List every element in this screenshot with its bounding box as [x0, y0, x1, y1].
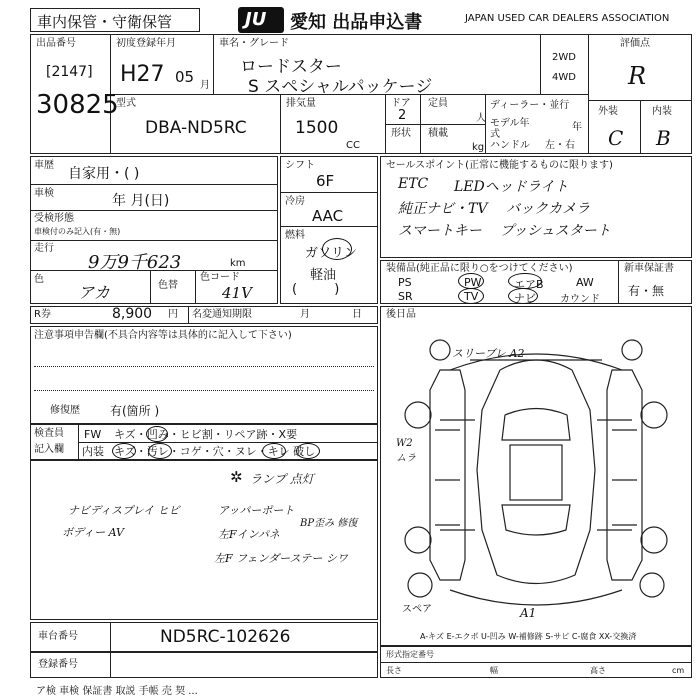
registration-month: 05: [175, 68, 195, 86]
note-upper-port: アッパーポート: [218, 504, 295, 517]
transfer-label: 名変通知期限: [192, 309, 252, 320]
color-change-label: 色替: [158, 280, 178, 291]
document-checklist: ア検 車検 保証書 取説 手帳 売 契 ...: [36, 686, 198, 697]
storage-badge: [30, 8, 200, 32]
aircon-value: AAC: [312, 207, 344, 225]
diagram-note-side: W2 ムラ: [396, 438, 416, 464]
interior-check-label: 内装: [82, 445, 104, 458]
equipment-label: 装備品(純正品に限り○をつけてください): [386, 263, 573, 274]
capacity-label: 定員: [428, 98, 448, 109]
in-circle-dirt: [148, 443, 172, 459]
person-unit: 人: [476, 113, 486, 124]
form-title: 愛知 出品申込書: [290, 12, 423, 33]
diagram-note-spare: スペア: [402, 604, 432, 615]
fuel-light-oil: 軽油: [310, 268, 337, 283]
drive-2wd: 2WD: [552, 52, 576, 63]
new-warranty-value: 有・無: [628, 284, 665, 298]
doors-label: ドア: [391, 98, 411, 109]
equip-pw: PW: [464, 276, 482, 289]
receive-sub: 車検付のみ記入(有・無): [34, 227, 121, 236]
usage-value: 自家用・( ): [68, 166, 140, 182]
model-grade: S スペシャルパッケージ: [248, 77, 433, 97]
fuel-label: 燃料: [285, 230, 305, 241]
kg-unit: kg: [472, 142, 485, 153]
size-length: 長さ: [386, 666, 402, 675]
lot-code: [2147]: [46, 64, 93, 80]
doors-value: 2: [398, 108, 407, 123]
equip-airbag: エアB: [514, 278, 544, 291]
registration-label: 初度登録年月: [116, 38, 176, 49]
mileage-label: 走行: [34, 243, 54, 254]
inspection-label: 車検: [34, 188, 54, 199]
sales-point-1: ETC: [398, 176, 429, 192]
size-cm: cm: [672, 666, 685, 675]
displacement-value: 1500: [295, 118, 339, 138]
equip-ps: PS: [398, 276, 412, 289]
color-label: 色: [34, 274, 44, 285]
receive-label: 受検形態: [34, 213, 74, 224]
equip-tv: TV: [464, 290, 479, 303]
shift-value: 6F: [316, 172, 335, 190]
interior-label: 内装: [652, 106, 672, 117]
aircon-label: 冷房: [285, 196, 305, 207]
recycle-yen: 円: [168, 309, 178, 320]
recycle-amount: 8,900: [112, 306, 153, 322]
sales-point-3: 純正ナビ・TV: [398, 201, 488, 217]
sales-points-label: セールスポイント(正常に機能するものに限ります): [386, 160, 613, 171]
handle-label: ハンドル: [490, 140, 530, 151]
transfer-day: 日: [352, 309, 362, 320]
color-code-label: 色コード: [200, 272, 240, 283]
fuel-gasoline: ガソリン: [305, 246, 358, 261]
type-label: 型式: [116, 98, 136, 109]
repair-label: 修復歴: [50, 405, 80, 416]
note-fender: 左F フェンダーステー シワ: [214, 552, 348, 565]
equip-count: カウンド: [560, 294, 600, 305]
diagram-label: 後日品: [386, 309, 416, 320]
new-warranty-label: 新車保証書: [624, 263, 674, 274]
shape-label: 形状: [391, 128, 411, 139]
usage-label: 車歴: [34, 160, 54, 171]
car-diagram: [380, 330, 692, 630]
diagram-note-top: スリーブレ A2: [452, 347, 525, 360]
note-navi-display: ナビディスプレイ ヒビ: [68, 504, 180, 517]
diagram-note-rear: A1: [520, 606, 537, 620]
equip-navi: ナビ: [514, 292, 536, 305]
grade-score: R: [628, 62, 647, 90]
fw-items: キズ・凹み・ヒビ割・リペア跡・X要: [114, 428, 298, 441]
notes-block: [30, 460, 378, 620]
repair-value: 有(箇所 ): [110, 404, 160, 418]
inspector-label-1: 検査員: [34, 428, 64, 439]
color-value: アカ: [78, 283, 110, 302]
handle-options: 左・右: [545, 140, 575, 151]
equip-tv-circle: [458, 288, 484, 304]
size-width: 幅: [490, 666, 498, 675]
exterior-label: 外装: [598, 106, 618, 117]
shift-label: シフト: [285, 160, 315, 171]
in-circle-cut: [296, 443, 320, 459]
mileage-value: 9万9千623: [88, 252, 182, 273]
interior-check-items: キズ・汚レ・コゲ・穴・ヌレ・キレ 破し: [114, 445, 316, 458]
inspection-value: 年 月(日): [112, 193, 170, 209]
note-body: ボディー AV: [62, 526, 124, 539]
lot-label: 出品番号: [36, 38, 76, 49]
registration-year: H27: [120, 62, 165, 87]
model-label: 車名・グレード: [219, 38, 289, 49]
type-value: DBA-ND5RC: [145, 118, 247, 138]
registration-number-block: [30, 652, 378, 678]
note-instrument-panel: 左Fインパネ: [218, 528, 280, 541]
chassis-value: ND5RC-102626: [160, 627, 291, 647]
model-year-label: モデル年式: [490, 118, 530, 140]
storage-badge-text: 車内保管・守衛保管: [37, 13, 173, 31]
in-circle-wet: [262, 443, 286, 459]
note-bp-dent: BP歪み 修復: [300, 518, 358, 529]
recycle-label: R券: [34, 309, 51, 320]
size-label: 形式指定番号: [386, 650, 434, 659]
displacement-label: 排気量: [286, 98, 316, 109]
exterior-grade: C: [608, 126, 624, 150]
remarks-label: 注意事項申告欄(不具合内容等は具体的に記入して下さい): [34, 330, 292, 341]
dealer-label: ディーラー・並行: [490, 100, 570, 111]
diagram-legend: A-キズ E-エクボ U-凹み W-補修跡 S-サビ C-腐食 XX-交換済: [420, 632, 637, 641]
cc-unit: CC: [346, 140, 360, 151]
grade-label: 評価点: [620, 38, 650, 49]
fuel-gasoline-circle: [322, 238, 352, 260]
drive-4wd: 4WD: [552, 72, 576, 83]
sales-point-2: LEDヘッドライト: [454, 179, 569, 195]
in-circle-scratch: [112, 443, 136, 459]
note-lamp: ランプ 点灯: [250, 472, 314, 486]
km-unit: km: [230, 258, 246, 269]
equip-airbag-circle: [508, 273, 542, 289]
fuel-paren: ( ): [292, 282, 340, 297]
equip-navi-circle: [508, 288, 538, 304]
lamp-icon: ✲: [230, 468, 243, 486]
model-name: ロードスター: [240, 57, 342, 77]
equip-aw: AW: [576, 276, 594, 289]
transfer-month: 月: [300, 309, 310, 320]
model-year-unit: 年: [572, 122, 582, 133]
registration-number-label: 登録番号: [38, 659, 78, 670]
size-height: 高さ: [590, 666, 606, 675]
equip-pw-circle: [458, 273, 484, 289]
registration-month-unit: 月: [200, 80, 210, 91]
interior-grade: B: [656, 126, 671, 150]
association-name: JAPAN USED CAR DEALERS ASSOCIATION: [465, 13, 670, 24]
inspector-label-2: 記入欄: [34, 444, 64, 455]
sales-point-5: スマートキー: [398, 223, 482, 239]
chassis-label: 車台番号: [38, 631, 78, 642]
ju-logo: JU: [238, 7, 284, 33]
fw-circle-dent: [146, 426, 168, 442]
lot-number: 30825: [36, 90, 119, 120]
sales-point-6: プッシュスタート: [500, 223, 611, 239]
sales-point-4: バックカメラ: [506, 201, 590, 217]
equip-sr: SR: [398, 290, 413, 303]
color-code-value: 41V: [222, 284, 252, 302]
load-label: 積載: [428, 128, 448, 139]
fw-label: FW: [84, 428, 102, 441]
